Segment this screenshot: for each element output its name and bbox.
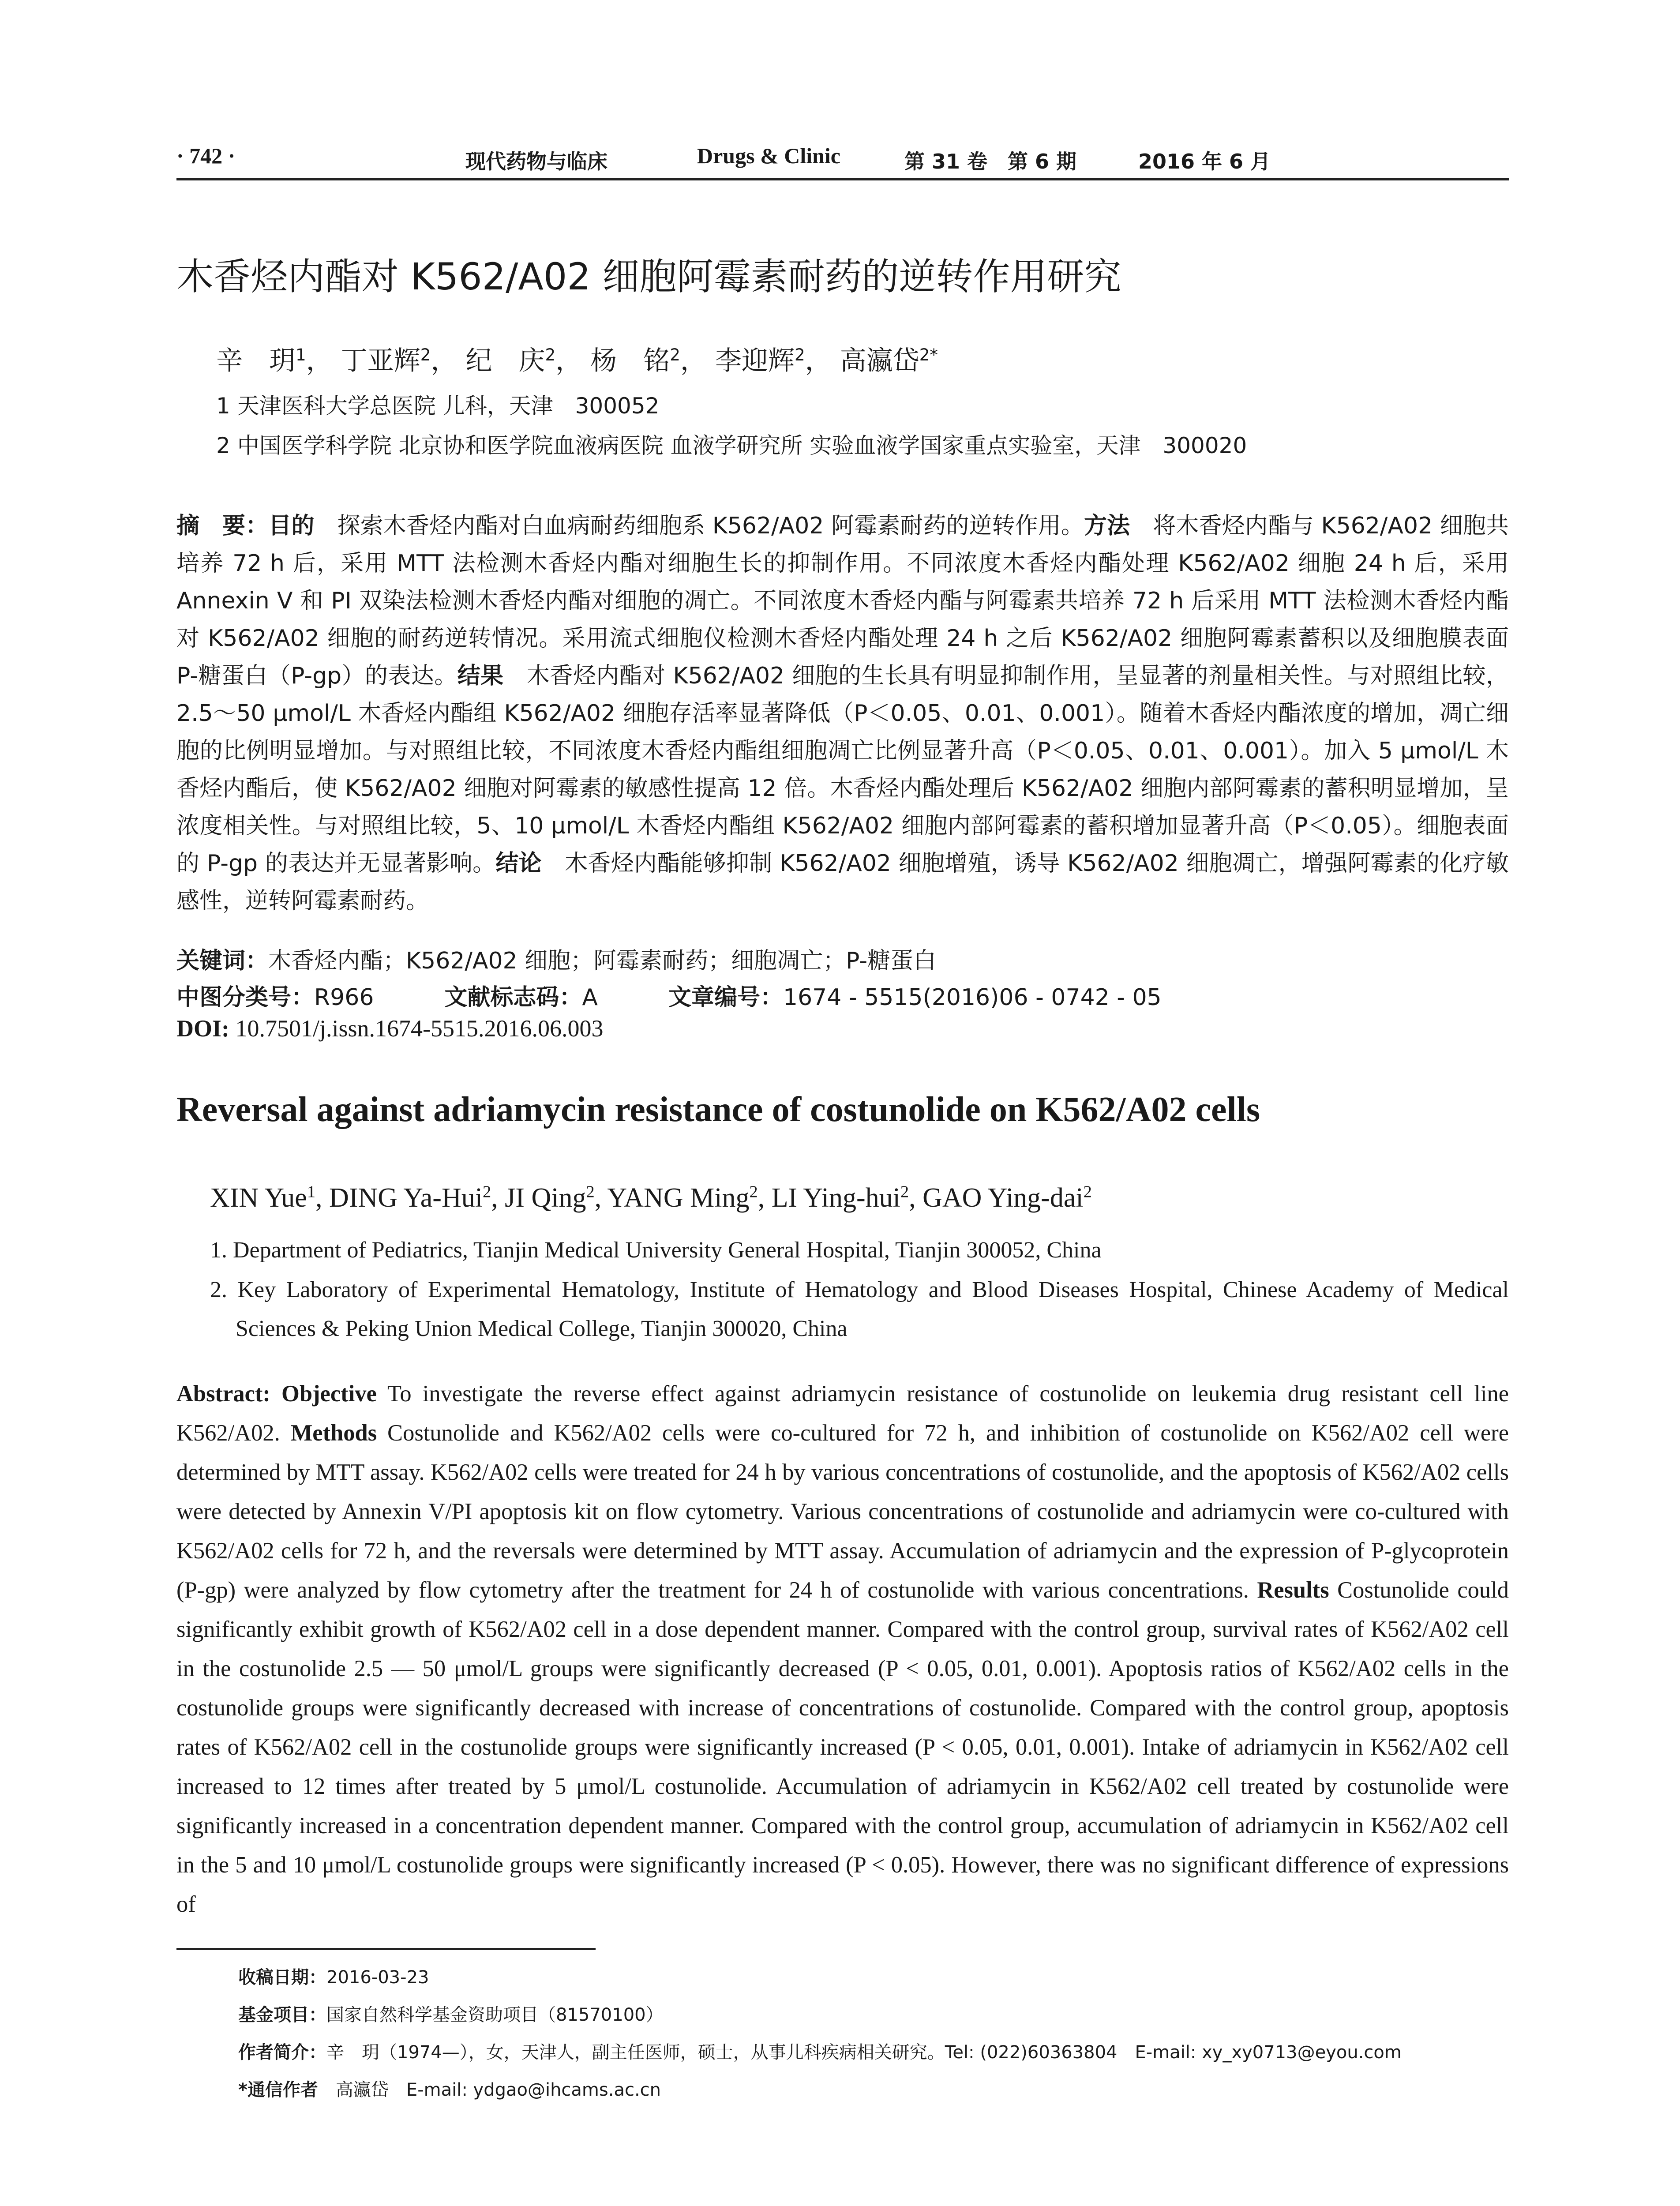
methods-text-en: Costunolide and K562/A02 cells were co-cultured for 72 h, and inhibition of costunolide on K562/A02 cell were determined by MTT assay. K562/A02 cells were treated for 24 h by various concentrations of costunolide, and the apoptosis of K562/A02 cells were detected by Annexin V/PI apoptosis kit on flow cytometry. Various concentrations of costunolide and adriamycin were co-cultured with K562/A02 cells for 72 h, and the reversals were determined by MTT assay. Accumulation of adriamycin and the expression of P-glycoprotein (P-gp) were analyzed by flow cytometry after the treatment for 24 h of costunolide with various concentrations. [176, 1420, 1509, 1603]
author-affiliation-mark: 2 [900, 1182, 909, 1201]
author-name: 李迎辉 [715, 345, 795, 376]
footnote-label: 收稿日期： [238, 1967, 326, 1988]
author-affiliation-mark: 2 [586, 1182, 595, 1201]
author-name: DING Ya-Hui [329, 1183, 483, 1213]
keywords-cn [176, 942, 1509, 975]
article-title-cn: 木香烃内酯对 K562/A02 细胞阿霉素耐药的逆转作用研究 [176, 255, 1121, 298]
footnote-funding [238, 1996, 1509, 2034]
results-label: 结果 [457, 663, 504, 689]
abstract-label: 摘 要： [176, 513, 269, 539]
volume-issue: 第 31 卷 第 6 期 [904, 150, 1077, 173]
issue-date: 2016 年 6 月 [1138, 150, 1271, 173]
article-number-value: 1674 - 5515(2016)06 - 0742 - 05 [783, 984, 1162, 1011]
article-number-label: 文章编号： [668, 984, 784, 1011]
author-affiliation-mark: 2 [749, 1182, 758, 1201]
author-name: 辛 玥 [216, 345, 296, 376]
abstract-en [176, 1374, 1509, 1924]
footnote-value: 高瀛岱 E-mail: ydgao@ihcams.ac.cn [318, 2080, 661, 2100]
author-name: JI Qing [505, 1183, 586, 1213]
author-name: 高瀛岱 [840, 345, 919, 376]
footnote-divider [176, 1948, 596, 1950]
methods-text: 将木香烃内酯与 K562/A02 细胞共培养 72 h 后，采用 MTT 法检测木香烃内酯对细胞生长的抑制作用。不同浓度木香烃内酯处理 K562/A02 细胞 24 h 后，采用 Annexin V 和 PI 双染法检测木香烃内酯对细胞的凋亡。不同浓度木香烃内酯与阿霉素共培养 72 h 后采用 MTT 法检测木香烃内酯对 K562/A02 细胞的耐药逆转情况。采用流式细胞仪检测木香烃内酯处理 24 h 之后 K562/A02 细胞阿霉素蓄积以及细胞膜表面 P-糖蛋白（P-gp）的表达。 [176, 513, 1509, 689]
doc-code-label: 文献标志码： [444, 984, 582, 1011]
footnote-label: 作者简介： [238, 2042, 326, 2063]
footnote-label: 基金项目： [238, 2005, 326, 2025]
doi-label: DOI: [176, 1015, 229, 1042]
doi-value: 10.7501/j.issn.1674-5515.2016.06.003 [229, 1015, 604, 1042]
affiliation-cn: 1 天津医科大学总医院 儿科，天津 300052 [216, 393, 660, 419]
objective-label: 目的 [268, 513, 315, 539]
footnote-author-bio [238, 2034, 1509, 2071]
classification-line [176, 979, 1509, 1012]
footnote-value: 国家自然科学基金资助项目（81570100） [326, 2005, 664, 2025]
journal-name-cn: 现代药物与临床 [465, 150, 608, 173]
author-affiliation-mark: 2 [482, 1182, 491, 1201]
author-affiliation-mark: 2 [1083, 1182, 1092, 1201]
running-header [176, 140, 1509, 180]
author-affiliation-mark: 2 [670, 345, 680, 364]
footnote-label: *通信作者 [238, 2080, 318, 2100]
clc-label: 中图分类号： [176, 984, 315, 1011]
footnote-corresponding [238, 2071, 1509, 2109]
keywords-label: 关键词： [176, 948, 269, 974]
author-name: 纪 庆 [465, 345, 545, 376]
author-name: GAO Ying-dai [922, 1183, 1084, 1213]
results-text: 木香烃内酯对 K562/A02 细胞的生长具有明显抑制作用，呈显著的剂量相关性。与对照组比较，2.5～50 μmol/L 木香烃内酯组 K562/A02 细胞存活率显著降低（P＜0.05、0.01、0.001）。随着木香烃内酯浓度的增加，凋亡细胞的比例明显增加。与对照组比较，不同浓度木香烃内酯组细胞凋亡比例显著升高（P＜0.05、0.01、0.001）。加入 5 μmol/L 木香烃内酯后，使 K562/A02 细胞对阿霉素的敏感性提高 12 倍。木香烃内酯处理后 K562/A02 细胞内部阿霉素的蓄积明显增加，呈浓度相关性。与对照组比较，5、10 μmol/L 木香烃内酯组 K562/A02 细胞内部阿霉素的蓄积增加显著升高（P＜0.05）。细胞表面的 P-gp 的表达并无显著影响。 [176, 663, 1509, 877]
footnotes [238, 1959, 1509, 2109]
affiliation-en: 1. Department of Pediatrics, Tianjin Medical University General Hospital, Tianjin 300052, China [210, 1238, 1102, 1263]
author-name: LI Ying-hui [771, 1183, 900, 1213]
author-affiliation-mark: 2 [795, 345, 805, 364]
author-affiliation-mark: 1 [307, 1182, 316, 1201]
abstract-cn [176, 507, 1509, 920]
author-name: YANG Ming [607, 1183, 750, 1213]
objective-label-en: Abstract: Objective [176, 1381, 377, 1407]
author-list-cn: 辛 玥$^1$， 丁亚辉$^2$， 纪 庆$^2$， 杨 铭$^2$， 李迎辉$^2$， 高瀛岱$^{2*}$ [216, 345, 938, 376]
doi-line [176, 1015, 1509, 1042]
article-title-en: Reversal against adriamycin resistance of costunolide on K562/A02 cells [176, 1090, 1260, 1129]
doc-code-value: A [582, 984, 598, 1011]
objective-text-en: To investigate the reverse effect against adriamycin resistance of costunolide on leukemia drug resistant cell line K562/A02. [176, 1381, 1509, 1446]
author-affiliation-mark: 2* [919, 345, 938, 364]
author-affiliation-mark: 2 [545, 345, 556, 364]
keywords-value: 木香烃内酯；K562/A02 细胞；阿霉素耐药；细胞凋亡；P-糖蛋白 [268, 948, 937, 974]
journal-name-en: Drugs & Clinic [697, 143, 840, 168]
footnote-value: 2016-03-23 [326, 1967, 429, 1988]
author-name: XIN Yue [210, 1183, 307, 1213]
results-label-en: Results [1257, 1577, 1329, 1603]
conclusion-text: 木香烃内酯能够抑制 K562/A02 细胞增殖，诱导 K562/A02 细胞凋亡，增强阿霉素的化疗敏感性，逆转阿霉素耐药。 [176, 850, 1509, 914]
clc-value: R966 [314, 984, 374, 1011]
footnote-received [238, 1959, 1509, 1996]
author-list-en: XIN Yue$^1$, DING Ya-Hui$^2$, JI Qing$^2$, YANG Ming$^2$, LI Ying-hui$^2$, GAO Ying-dai$^2$ [210, 1182, 1092, 1213]
conclusion-label: 结论 [495, 850, 542, 877]
affiliation-en: 2. Key Laboratory of Experimental Hematology, Institute of Hematology and Blood Diseases Hospital, Chinese Academy of Medical Sciences & Peking Union Medical College, Tianjin 300020, China [210, 1277, 1509, 1341]
methods-label: 方法 [1084, 513, 1130, 539]
results-text-en: Costunolide could significantly exhibit growth of K562/A02 cell in a dose dependent manner. Compared with the control group, survival rates of K562/A02 cell in the costunolide 2.5 — 50 μmol/L groups were significantly decreased (P < 0.05, 0.01, 0.001). Apoptosis ratios of K562/A02 cells in the costunolide groups were significantly decreased with increase of concentrations of costunolide. Compared with the control group, apoptosis rates of K562/A02 cell in the costunolide groups were significantly increased (P < 0.05, 0.01, 0.001). Intake of adriamycin in K562/A02 cell increased to 12 times after treated by 5 μmol/L costunolide. Accumulation of adriamycin in K562/A02 cell treated by costunolide were significantly increased in a concentration dependent manner. Compared with the control group, accumulation of adriamycin in K562/A02 cell in the 5 and 10 μmol/L costunolide groups were significantly increased (P < 0.05). However, there was no significant difference of expressions of [176, 1577, 1509, 1917]
affiliation-cn: 2 中国医学科学院 北京协和医学院血液病医院 血液学研究所 实验血液学国家重点实验室，天津 300020 [216, 433, 1247, 458]
footnote-value: 辛 玥（1974—），女，天津人，副主任医师，硕士，从事儿科疾病相关研究。Tel: (022)60363804 E-mail: xy_xy0713@eyou.com [326, 2042, 1402, 2063]
author-name: 丁亚辉 [341, 345, 420, 376]
page-number: · 742 · [176, 143, 236, 168]
objective-text: 探索木香烃内酯对白血病耐药细胞系 K562/A02 阿霉素耐药的逆转作用。 [314, 513, 1084, 539]
author-affiliation-mark: 2 [420, 345, 431, 364]
author-name: 杨 铭 [590, 345, 670, 376]
author-affiliation-mark: 1 [296, 345, 306, 364]
methods-label-en: Methods [290, 1420, 377, 1446]
